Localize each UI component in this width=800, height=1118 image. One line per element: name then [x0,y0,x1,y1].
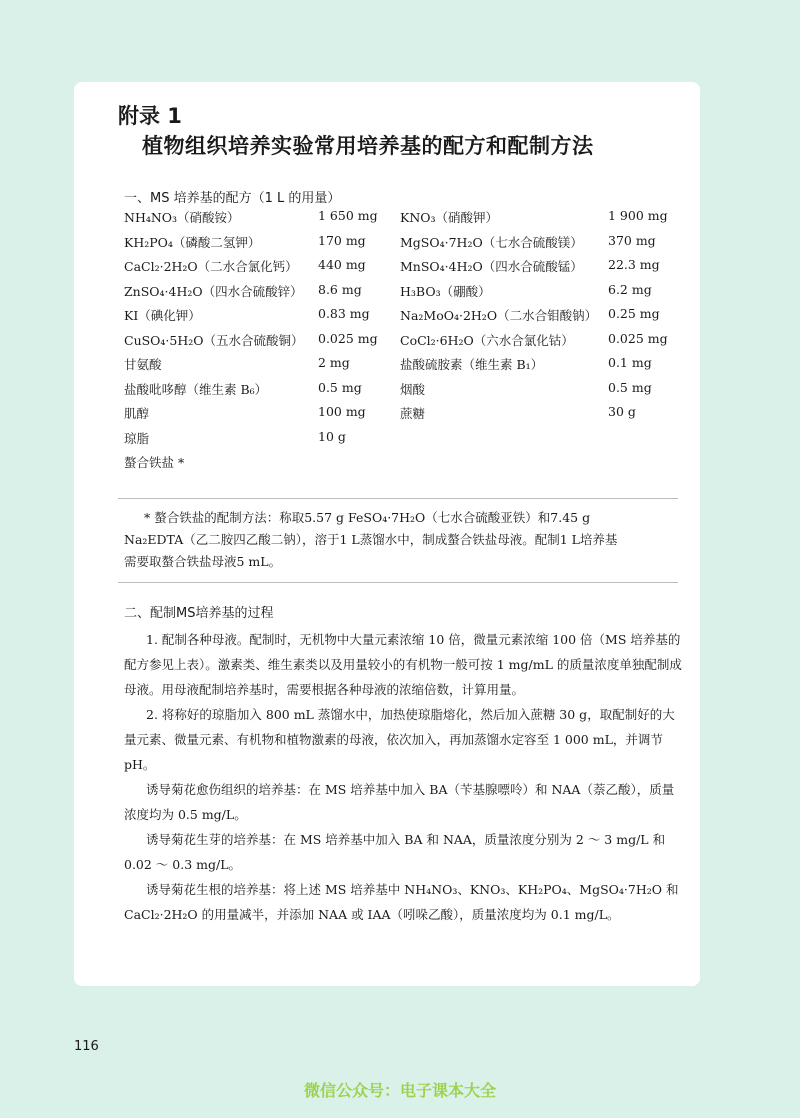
appendix-label: 附录 1 [118,104,182,128]
section-2-heading: 二、配制MS培养基的过程 [124,606,274,621]
reagent-name: KH₂PO₄（磷酸二氢钾） [124,234,261,250]
reagent-amount: 8.6 mg [318,281,362,297]
reagent-name: 盐酸吡哆醇（维生素 B₆） [124,381,268,397]
footnote-line: * 螯合铁盐的配制方法：称取5.57 g FeSO₄·7H₂O（七水合硫酸亚铁）和7.45 g [144,510,591,525]
paragraph: 诱导菊花生芽的培养基：在 MS 培养基中加入 BA 和 NAA，质量浓度分别为 2 ～ 3 mg/L 和 0.02 ～ 0.3 mg/L。 [124,832,666,872]
reagent-amount: 22.3 mg [608,257,660,272]
ms-formula-table [124,208,684,478]
formula-row [124,380,684,405]
reagent-amount: 30 g [608,404,636,419]
reagent-name: 螯合铁盐 * [124,455,185,470]
reagent-name: KNO₃（硝酸钾） [400,210,499,225]
reagent-name: KI（碘化钾） [124,308,201,323]
divider-top [118,498,678,499]
paragraph: 诱导菊花生根的培养基：将上述 MS 培养基中 NH₄NO₃、KNO₃、KH₂PO₄、MgSO₄·7H₂O 和 CaCl₂·2H₂O 的用量减半，并添加 NAA 或 IAA（吲哚乙酸），质量浓度均为 0.1 mg/L。 [124,882,679,922]
reagent-name: MnSO₄·4H₂O（四水合硫酸锰） [400,259,583,274]
reagent-name: CaCl₂·2H₂O（二水合氯化钙） [124,259,298,274]
formula-row [124,331,684,356]
reagent-amount: 0.025 mg [318,330,378,346]
reagent-name: NH₄NO₃（硝酸铵） [124,210,240,225]
footer-watermark: 微信公众号：电子课本大全 [303,1081,496,1100]
formula-row [124,233,684,258]
formula-row [124,355,684,380]
reagent-name: 甘氨酸 [124,357,162,372]
reagent-amount: 0.25 mg [608,306,660,321]
formula-row [124,429,684,454]
reagent-name: H₃BO₃（硼酸） [400,283,491,299]
paragraph: 1. 配制各种母液。配制时，无机物中大量元素浓缩 10 倍，微量元素浓缩 100 倍（MS 培养基的配方参见上表）。激素类、维生素类以及用量较小的有机物一般可按 1 mg/mL 的质量浓度单独配制成母液。用母液配制培养基时，需要根据各种母液的浓缩倍数，计算用量。 [124,632,682,697]
reagent-amount: 6.2 mg [608,281,652,297]
reagent-name: CoCl₂·6H₂O（六水合氯化钴） [400,332,574,348]
reagent-name: MgSO₄·7H₂O（七水合硫酸镁） [400,234,583,250]
reagent-name: 盐酸硫胺素（维生素 B₁） [400,357,544,372]
reagent-amount: 0.5 mg [318,379,362,395]
reagent-amount: 0.83 mg [318,306,370,321]
reagent-name: Na₂MoO₄·2H₂O（二水合钼酸钠） [400,308,598,323]
reagent-name: 琼脂 [124,430,150,446]
formula-row [124,208,684,233]
paragraph: 2. 将称好的琼脂加入 800 mL 蒸馏水中，加热使琼脂熔化，然后加入蔗糖 30 g，取配制好的大量元素、微量元素、有机物和植物激素的母液，依次加入，再加蒸馏水定容至 1 000 mL，并调节 pH。 [124,707,675,772]
formula-row [124,257,684,282]
reagent-name: 蔗糖 [400,406,426,421]
divider-bottom [118,582,678,583]
reagent-amount: 370 mg [608,232,656,248]
formula-row [124,404,684,429]
reagent-amount: 0.1 mg [608,355,652,370]
reagent-name: CuSO₄·5H₂O（五水合硫酸铜） [124,332,304,348]
reagent-name: ZnSO₄·4H₂O（四水合硫酸锌） [124,283,303,299]
paragraph: 诱导菊花愈伤组织的培养基：在 MS 培养基中加入 BA（苄基腺嘌呤）和 NAA（萘乙酸），质量浓度均为 0.5 mg/L。 [124,782,675,822]
page-number: 116 [74,1039,99,1054]
reagent-amount: 10 g [318,428,346,444]
formula-row [124,306,684,331]
reagent-name: 肌醇 [124,406,150,421]
reagent-amount: 0.5 mg [608,379,652,395]
reagent-amount: 0.025 mg [608,330,668,346]
reagent-amount: 170 mg [318,232,366,248]
page-card [74,82,700,986]
appendix-title: 植物组织培养实验常用培养基的配方和配制方法 [142,134,594,158]
formula-row [124,453,684,478]
reagent-name: 烟酸 [400,381,426,397]
section-1-heading: 一、MS 培养基的配方（1 L 的用量） [124,191,341,206]
reagent-amount: 2 mg [318,355,350,370]
footnote-line: Na₂EDTA（乙二胺四乙酸二钠），溶于1 L蒸馏水中，制成螯合铁盐母液。配制1 L培养基 [124,532,618,547]
footnote-chelated-iron [124,507,682,573]
reagent-amount: 1 900 mg [608,208,668,223]
reagent-amount: 100 mg [318,404,366,419]
reagent-amount: 440 mg [318,257,366,272]
section-2-body [124,627,684,927]
footnote-line: 需要取螯合铁盐母液5 mL。 [124,554,282,569]
reagent-amount: 1 650 mg [318,208,378,223]
formula-row [124,282,684,307]
